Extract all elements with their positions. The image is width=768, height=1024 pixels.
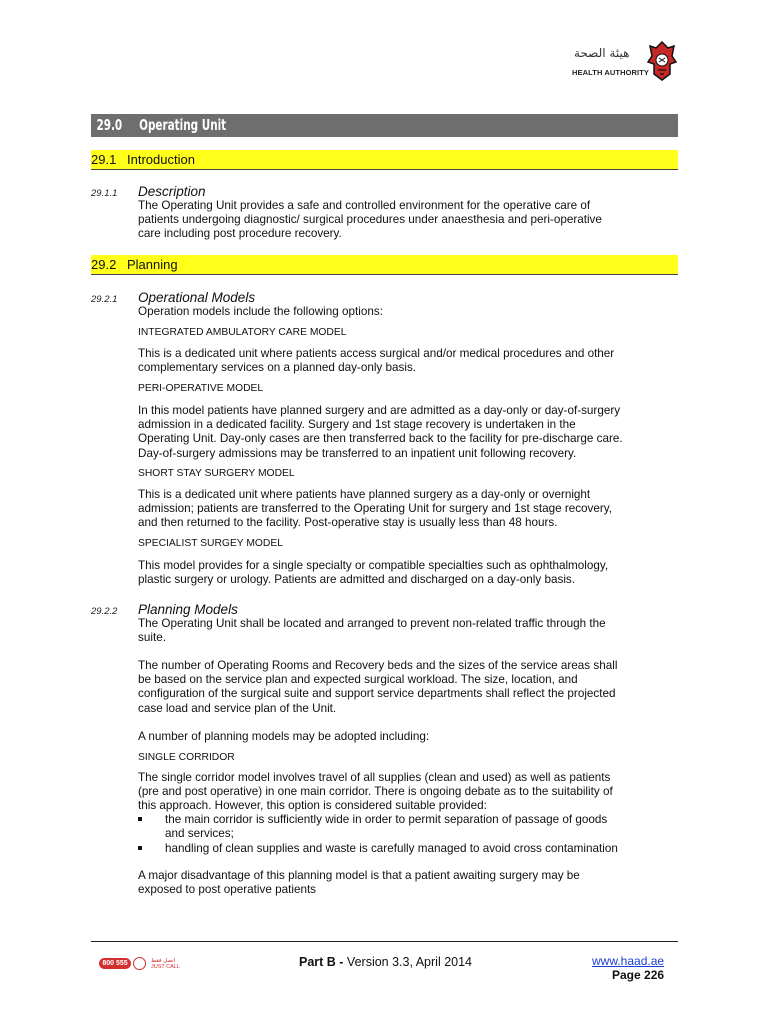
- text-line: complementary services on a planned day-only basis.: [138, 361, 417, 375]
- text-line: configuration of the surgical suite and support service departments shall reflect the projected: [138, 687, 616, 701]
- model-paragraph: [138, 488, 683, 531]
- operational-models-intro: Operation models include the following options:: [138, 305, 383, 318]
- bullet-item: [138, 842, 678, 856]
- single-corridor-paragraph: [138, 771, 683, 814]
- text-line: The number of Operating Rooms and Recovery beds and the sizes of the service areas shall: [138, 659, 618, 672]
- just-call-text: [151, 958, 180, 970]
- chapter-title: Operating Unit: [139, 116, 227, 134]
- section-number: 29.2: [91, 257, 117, 272]
- page-number: Page 226: [612, 968, 665, 982]
- planning-paragraph: [138, 659, 683, 716]
- bullet-square-icon: [138, 817, 142, 821]
- text-line: plastic surgery or urology. Patients are admitted and discharged on a day-only basis.: [138, 573, 576, 587]
- text-line: In this model patients have planned surgery and are admitted as a day-only or day-of-surgery: [138, 404, 621, 417]
- phone-icon: [133, 957, 146, 970]
- hotline-number: 800 555: [99, 958, 131, 969]
- subsection-title: Description: [138, 184, 206, 199]
- planning-paragraph: [138, 617, 683, 645]
- bullet-text: handling of clean supplies and waste is carefully managed to avoid cross contamination: [165, 842, 618, 855]
- chapter-number: 29.0: [96, 116, 123, 134]
- text-line: This model provides for a single specialty or compatible specialties such as ophthalmology,: [138, 559, 609, 572]
- text-line: This is a dedicated unit where patients access surgical and/or medical procedures and other: [138, 347, 615, 360]
- logo-arabic-text: هيئة الصحة: [574, 46, 630, 60]
- version-label: Version 3.3, April 2014: [343, 955, 473, 969]
- text-line: exposed to post operative patients: [138, 883, 317, 897]
- model-caption: SINGLE CORRIDOR: [138, 752, 235, 763]
- logo-english-text: HEALTH AUTHORITY: [572, 68, 650, 77]
- footer-divider: [91, 941, 678, 942]
- bullet-text: and services;: [165, 827, 234, 841]
- text-line: (pre and post operative) in one main corridor. There is ongoing debate as to the suitability of: [138, 785, 613, 799]
- text-line: patients undergoing diagnostic/ surgical procedures under anaesthesia and peri-operative: [138, 213, 602, 227]
- subsection-number: 29.2.2: [91, 606, 118, 617]
- section-title: Planning: [127, 257, 178, 272]
- bullet-text: the main corridor is sufficiently wide in order to permit separation of passage of goods: [165, 813, 608, 826]
- model-paragraph: [138, 347, 683, 375]
- just-call-english: JUST CALL: [151, 964, 180, 970]
- text-line: case load and service plan of the Unit.: [138, 701, 337, 715]
- text-line: this approach. However, this option is considered suitable provided:: [138, 799, 487, 813]
- planning-paragraph: A number of planning models may be adopted including:: [138, 730, 430, 743]
- model-caption: SHORT STAY SURGERY MODEL: [138, 468, 295, 479]
- model-caption: SPECIALIST SURGEY MODEL: [138, 538, 283, 549]
- planning-paragraph: [138, 869, 683, 897]
- text-line: The single corridor model involves travel of all supplies (clean and used) as well as patients: [138, 771, 611, 784]
- text-line: suite.: [138, 631, 166, 645]
- text-line: A major disadvantage of this planning model is that a patient awaiting surgery may be: [138, 869, 580, 882]
- section-heading-introduction: [91, 150, 678, 170]
- bullet-square-icon: [138, 846, 142, 850]
- just-call-badge: [99, 958, 189, 972]
- text-line: Day-of-surgery admissions may be transferred to an inpatient unit following recovery.: [138, 446, 577, 460]
- falcon-emblem-icon: [646, 40, 678, 82]
- text-line: Operating Unit. Day-only cases are then transferred back to the facility for pre-discharge care.: [138, 432, 623, 446]
- section-number: 29.1: [91, 152, 117, 167]
- part-label: Part B -: [299, 955, 344, 969]
- text-line: be based on the service plan and expected surgical workload. The size, location, and: [138, 673, 578, 687]
- text-line: This is a dedicated unit where patients have planned surgery as a day-only or overnight: [138, 488, 591, 501]
- text-line: The Operating Unit provides a safe and controlled environment for the operative care of: [138, 199, 591, 212]
- model-caption: INTEGRATED AMBULATORY CARE MODEL: [138, 327, 347, 338]
- text-line: The Operating Unit shall be located and arranged to prevent non-related traffic through the: [138, 617, 606, 630]
- text-line: admission in a dedicated facility. Surgery and 1st stage recovery is undertaken in the: [138, 418, 576, 432]
- model-paragraph: [138, 559, 683, 587]
- subsection-title: Operational Models: [138, 290, 256, 305]
- subsection-title: Planning Models: [138, 602, 238, 617]
- section-heading-planning: [91, 255, 678, 275]
- website-link[interactable]: www.haad.ae: [592, 954, 665, 968]
- bullet-item: [138, 813, 678, 841]
- subsection-number: 29.2.1: [91, 294, 118, 305]
- section-title: Introduction: [127, 152, 195, 167]
- just-call-arabic: اتصل فقط: [151, 958, 176, 964]
- subsection-number: 29.1.1: [91, 188, 118, 199]
- model-caption: PERI-OPERATIVE MODEL: [138, 383, 264, 394]
- version-text: [299, 955, 472, 969]
- description-paragraph: [138, 199, 683, 242]
- model-paragraph: [138, 404, 683, 461]
- chapter-heading: [91, 114, 678, 137]
- health-authority-logo: [570, 36, 690, 84]
- text-line: and then returned to the facility. Post-operative stay is usually less than 48 hours.: [138, 516, 558, 530]
- text-line: admission; patients are transferred to the Operating Unit for surgery and 1st stage recovery,: [138, 502, 613, 516]
- text-line: care including post procedure recovery.: [138, 227, 342, 241]
